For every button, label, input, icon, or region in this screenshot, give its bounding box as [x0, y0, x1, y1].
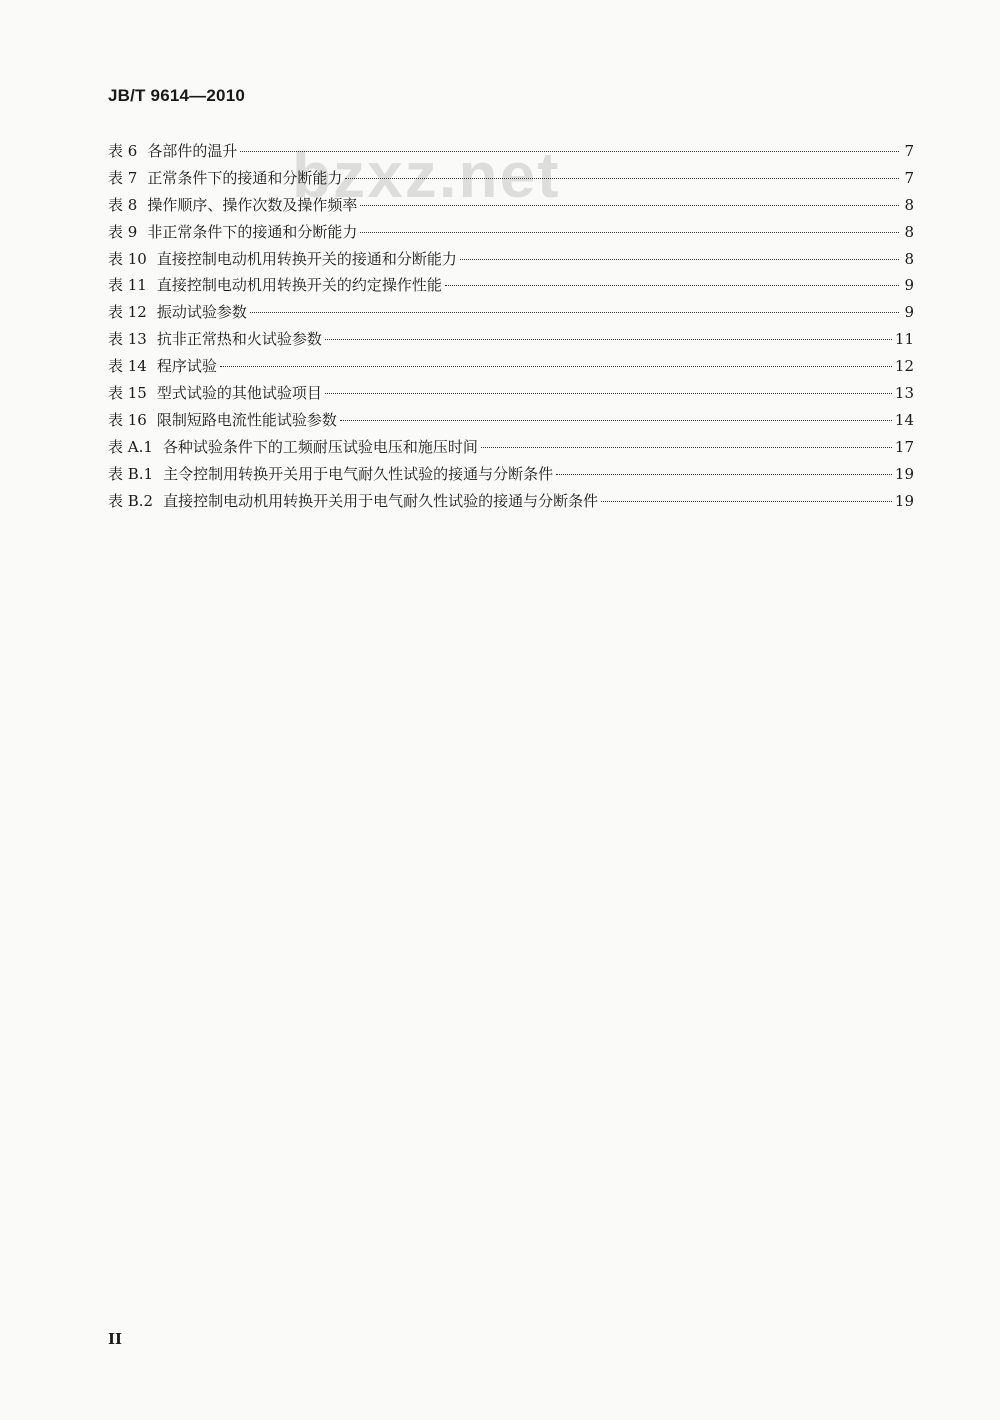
toc-entry-page: 7 — [904, 168, 914, 187]
toc-entry-page: 13 — [894, 384, 914, 403]
toc-entry[interactable] — [108, 192, 914, 219]
toc-entry[interactable] — [108, 138, 914, 165]
dot-leader — [325, 339, 892, 340]
toc-entry-title: 主令控制用转换开关用于电气耐久性试验的接通与分断条件 — [163, 464, 554, 483]
dot-leader — [325, 393, 892, 394]
toc-entry-title: 限制短路电流性能试验参数 — [156, 410, 337, 429]
toc-entry-page: 12 — [894, 357, 914, 376]
toc-entry-page: 14 — [894, 410, 914, 429]
toc-entry[interactable] — [108, 461, 914, 488]
toc-entry-title: 直接控制电动机用转换开关的约定操作性能 — [156, 276, 442, 295]
toc-entry[interactable] — [108, 407, 914, 434]
toc-entry[interactable] — [108, 326, 914, 353]
toc-entry-number: 表 11 — [108, 276, 147, 295]
toc-entry-page: 8 — [904, 195, 914, 214]
toc-entry-title: 程序试验 — [156, 357, 217, 376]
toc-entry-title: 型式试验的其他试验项目 — [156, 384, 322, 403]
toc-entry-number: 表 8 — [108, 195, 138, 214]
page-number: II — [108, 1330, 123, 1348]
dot-leader — [460, 259, 899, 260]
toc-entry[interactable] — [108, 272, 914, 299]
toc-entry-number: 表 16 — [108, 410, 147, 429]
toc-entry[interactable] — [108, 434, 914, 461]
toc-entry-title: 操作顺序、操作次数及操作频率 — [147, 195, 358, 214]
dot-leader — [360, 232, 899, 233]
dot-leader — [340, 420, 892, 421]
toc-entry-page: 8 — [904, 222, 914, 241]
toc-entry-title: 直接控制电动机用转换开关用于电气耐久性试验的接通与分断条件 — [163, 491, 599, 510]
toc-entry-number: 表 6 — [108, 142, 138, 160]
standard-code: JB/T 9614—2010 — [108, 86, 245, 105]
dot-leader — [250, 312, 899, 313]
dot-leader — [345, 178, 899, 179]
dot-leader — [481, 447, 892, 448]
toc-entry-number: 表 A.1 — [108, 437, 153, 456]
toc-entry-page: 7 — [904, 142, 914, 160]
toc-entry-number: 表 12 — [108, 303, 147, 322]
toc-entry-page: 19 — [894, 464, 914, 483]
dot-leader — [556, 474, 892, 475]
toc-entry-page: 17 — [894, 437, 914, 456]
toc-entry[interactable] — [108, 380, 914, 407]
toc-entry-page: 8 — [904, 249, 914, 268]
dot-leader — [240, 151, 899, 152]
table-of-contents — [108, 138, 914, 514]
toc-entry-number: 表 13 — [108, 330, 147, 349]
toc-entry-number: 表 15 — [108, 384, 147, 403]
toc-entry-number: 表 7 — [108, 168, 138, 187]
dot-leader — [360, 205, 899, 206]
dot-leader — [601, 501, 892, 502]
toc-entry-title: 非正常条件下的接通和分断能力 — [147, 222, 358, 241]
toc-entry-page: 19 — [894, 491, 914, 510]
toc-entry-title: 正常条件下的接通和分断能力 — [147, 168, 343, 187]
dot-leader — [220, 366, 892, 367]
toc-entry-number: 表 B.2 — [108, 491, 154, 510]
toc-entry[interactable] — [108, 246, 914, 273]
toc-entry-title: 振动试验参数 — [156, 303, 247, 322]
toc-entry[interactable] — [108, 299, 914, 326]
toc-entry-title: 抗非正常热和火试验参数 — [156, 330, 322, 349]
toc-entry-page: 9 — [904, 303, 914, 322]
toc-entry-title: 直接控制电动机用转换开关的接通和分断能力 — [156, 249, 457, 268]
toc-entry[interactable] — [108, 353, 914, 380]
toc-entry-title: 各部件的温升 — [147, 142, 238, 160]
toc-entry-page: 11 — [894, 330, 914, 349]
toc-entry-number: 表 14 — [108, 357, 147, 376]
toc-entry[interactable] — [108, 165, 914, 192]
watermark: bzxz.net — [292, 139, 561, 211]
toc-entry-number: 表 B.1 — [108, 464, 154, 483]
toc-entry-number: 表 9 — [108, 222, 138, 241]
toc-entry[interactable] — [108, 488, 914, 515]
toc-entry-page: 9 — [904, 276, 914, 295]
toc-entry-title: 各种试验条件下的工频耐压试验电压和施压时间 — [162, 437, 478, 456]
dot-leader — [445, 285, 899, 286]
toc-entry-number: 表 10 — [108, 249, 147, 268]
toc-entry[interactable] — [108, 219, 914, 246]
